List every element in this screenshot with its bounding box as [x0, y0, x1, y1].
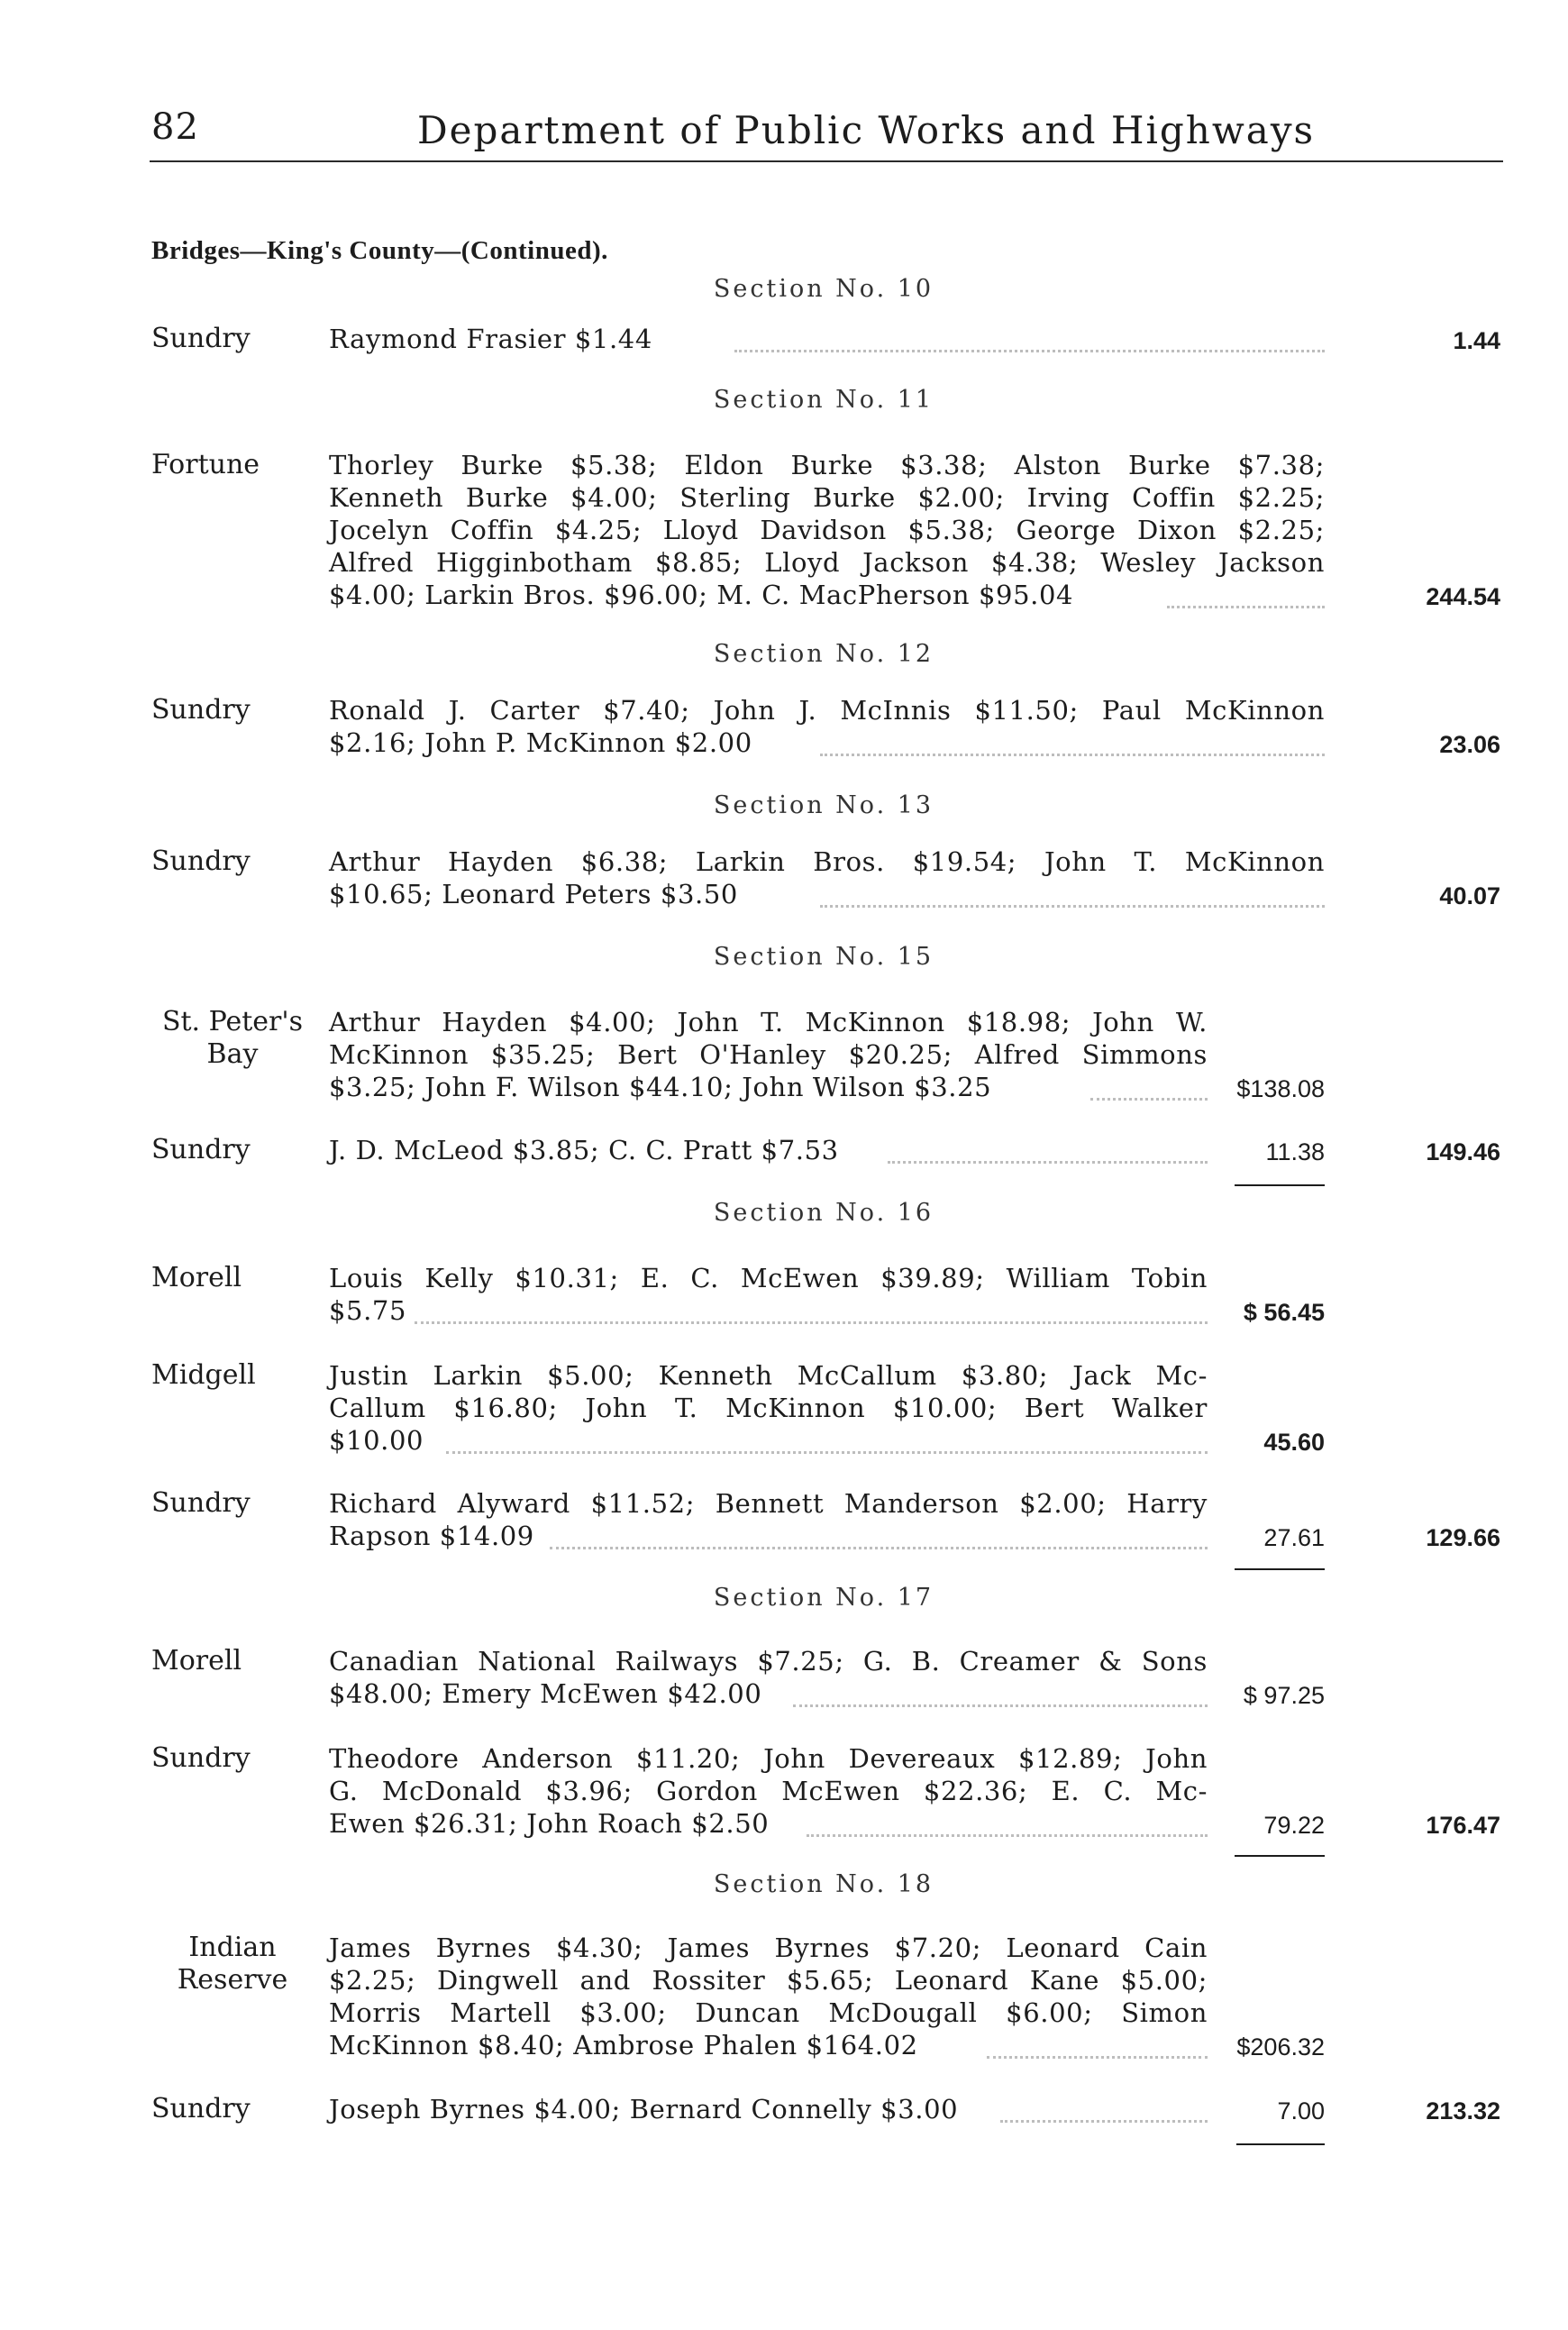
entry-description — [329, 1487, 1208, 1552]
leader-dots — [446, 1451, 1208, 1454]
entry-line: $48.00; Emery McEwen $42.00 — [329, 1678, 762, 1709]
entry-location: Morell — [151, 1645, 242, 1677]
entry-location-cont: Reserve — [177, 1964, 288, 1996]
entry-line: Ewen $26.31; John Roach $2.50 — [329, 1808, 770, 1839]
entry-description — [329, 1134, 1208, 1166]
entry-line: Callum $16.80; John T. McKinnon $10.00; Bert Walker — [329, 1393, 1208, 1423]
leader-dots — [820, 754, 1325, 756]
entry-line: Theodore Anderson $11.20; John Devereaux $12.89; John — [329, 1743, 1208, 1774]
entry-line: Alfred Higginbotham $8.85; Lloyd Jackson $4.38; Wesley Jackson — [329, 547, 1325, 578]
entry-description — [329, 694, 1325, 759]
entry-amount: $ 97.25 — [1243, 1682, 1325, 1709]
section-title-10: Section No. 10 — [713, 275, 934, 303]
section-title-11: Section No. 11 — [713, 386, 934, 414]
entry-total: 244.54 — [1426, 583, 1500, 610]
leader-dots — [807, 1834, 1208, 1837]
section-title-13: Section No. 13 — [713, 791, 934, 819]
page-number: 82 — [151, 106, 199, 148]
section-heading: Bridges—King's County—(Continued). — [151, 236, 608, 265]
entry-line: $4.00; Larkin Bros. $96.00; M. C. MacPherson $95.04 — [329, 580, 1074, 610]
leader-dots — [1090, 1098, 1208, 1101]
leader-dots — [987, 2056, 1208, 2059]
section-title-18: Section No. 18 — [713, 1870, 934, 1898]
entry-line: Rapson $14.09 — [329, 1521, 534, 1551]
entry-line: McKinnon $35.25; Bert O'Hanley $20.25; Alfred Simmons — [329, 1039, 1208, 1070]
entry-location: Morell — [151, 1262, 242, 1293]
entry-location: St. Peter's — [161, 1006, 304, 1037]
leader-dots — [888, 1161, 1208, 1164]
entry-line: Jocelyn Coffin $4.25; Lloyd Davidson $5.38; George Dixon $2.25; — [329, 515, 1325, 545]
entry-description — [329, 2093, 1208, 2125]
entry-line: Ronald J. Carter $7.40; John J. McInnis $11.50; Paul McKinnon — [329, 695, 1325, 726]
entry-line: Arthur Hayden $6.38; Larkin Bros. $19.54; John T. McKinnon — [329, 846, 1325, 877]
entry-description — [329, 323, 1325, 355]
entry-description — [329, 1932, 1208, 2061]
entry-total: 1.44 — [1453, 327, 1500, 354]
entry-line: Raymond Frasier $1.44 — [329, 324, 652, 354]
section-title-15: Section No. 15 — [713, 943, 934, 971]
entry-line: $10.65; Leonard Peters $3.50 — [329, 879, 738, 909]
entry-location: Sundry — [151, 2093, 251, 2124]
entry-line: Thorley Burke $5.38; Eldon Burke $3.38; Alston Burke $7.38; — [329, 450, 1325, 480]
entry-description — [329, 1645, 1208, 1710]
entry-line: Justin Larkin $5.00; Kenneth McCallum $3.80; Jack Mc- — [329, 1360, 1208, 1391]
entry-line: J. D. McLeod $3.85; C. C. Pratt $7.53 — [329, 1135, 839, 1165]
entry-description — [329, 449, 1325, 611]
entry-line: Arthur Hayden $4.00; John T. McKinnon $18.98; John W. — [329, 1007, 1208, 1037]
entry-amount: 45.60 — [1263, 1429, 1325, 1456]
entry-location: Sundry — [151, 323, 251, 354]
entry-amount: $138.08 — [1236, 1075, 1325, 1102]
sum-rule — [1235, 1184, 1325, 1186]
entry-line: $2.16; John P. McKinnon $2.00 — [329, 727, 752, 758]
leader-dots — [550, 1547, 1208, 1549]
header-rule — [150, 160, 1503, 162]
entry-amount: $ 56.45 — [1243, 1299, 1325, 1326]
leader-dots — [793, 1704, 1208, 1707]
entry-description — [329, 1742, 1208, 1840]
entry-location: Sundry — [151, 694, 251, 726]
leader-dots — [1167, 606, 1325, 608]
sum-rule — [1236, 2143, 1325, 2145]
running-title: Department of Public Works and Highways — [417, 108, 1316, 152]
entry-line: Louis Kelly $10.31; E. C. McEwen $39.89; William Tobin — [329, 1263, 1208, 1293]
entry-line: James Byrnes $4.30; James Byrnes $7.20; Leonard Cain — [329, 1933, 1208, 1963]
leader-dots — [820, 905, 1325, 908]
entry-line: $2.25; Dingwell and Rossiter $5.65; Leonard Kane $5.00; — [329, 1965, 1208, 1996]
entry-location: Sundry — [151, 845, 251, 877]
section-title-16: Section No. 16 — [713, 1199, 934, 1227]
entry-description — [329, 1006, 1208, 1103]
leader-dots — [415, 1321, 1208, 1324]
sum-rule — [1235, 1855, 1325, 1857]
entry-total: 23.06 — [1439, 731, 1500, 758]
entry-description — [329, 1262, 1208, 1327]
section-title-12: Section No. 12 — [713, 640, 934, 668]
entry-total: 213.32 — [1426, 2097, 1500, 2124]
section-title-17: Section No. 17 — [713, 1584, 934, 1612]
entry-location: Fortune — [151, 449, 260, 480]
entry-total: 149.46 — [1426, 1138, 1500, 1165]
entry-total: 176.47 — [1426, 1812, 1500, 1839]
entry-line: $3.25; John F. Wilson $44.10; John Wilson $3.25 — [329, 1072, 992, 1102]
entry-line: Joseph Byrnes $4.00; Bernard Connelly $3.00 — [329, 2094, 959, 2124]
entry-amount: 11.38 — [1265, 1138, 1325, 1165]
entry-line: Canadian National Railways $7.25; G. B. Creamer & Sons — [329, 1646, 1208, 1677]
leader-dots — [734, 350, 1325, 352]
entry-line: McKinnon $8.40; Ambrose Phalen $164.02 — [329, 2030, 918, 2060]
entry-line: G. McDonald $3.96; Gordon McEwen $22.36; E. C. Mc- — [329, 1776, 1208, 1806]
entry-location-cont: Bay — [206, 1038, 259, 1070]
entry-line: Richard Alyward $11.52; Bennett Manderson $2.00; Harry — [329, 1488, 1208, 1519]
entry-total: 129.66 — [1426, 1524, 1500, 1551]
entry-location: Sundry — [151, 1487, 251, 1519]
entry-location: Sundry — [151, 1134, 251, 1165]
sum-rule — [1235, 1568, 1325, 1570]
entry-location: Midgell — [151, 1359, 256, 1391]
entry-description — [329, 1359, 1208, 1457]
entry-amount: 27.61 — [1263, 1524, 1325, 1551]
entry-location: Sundry — [151, 1742, 251, 1774]
leader-dots — [1000, 2120, 1208, 2123]
entry-line: $10.00 — [329, 1425, 424, 1456]
entry-location: Indian — [188, 1932, 277, 1963]
entry-line: Kenneth Burke $4.00; Sterling Burke $2.00; Irving Coffin $2.25; — [329, 482, 1325, 513]
entry-amount: 79.22 — [1263, 1812, 1325, 1839]
entry-total: 40.07 — [1439, 882, 1500, 909]
entry-line: $5.75 — [329, 1295, 407, 1326]
entry-amount: 7.00 — [1277, 2097, 1325, 2124]
entry-amount: $206.32 — [1236, 2033, 1325, 2060]
entry-description — [329, 845, 1325, 910]
entry-line: Morris Martell $3.00; Duncan McDougall $6.00; Simon — [329, 1997, 1208, 2028]
